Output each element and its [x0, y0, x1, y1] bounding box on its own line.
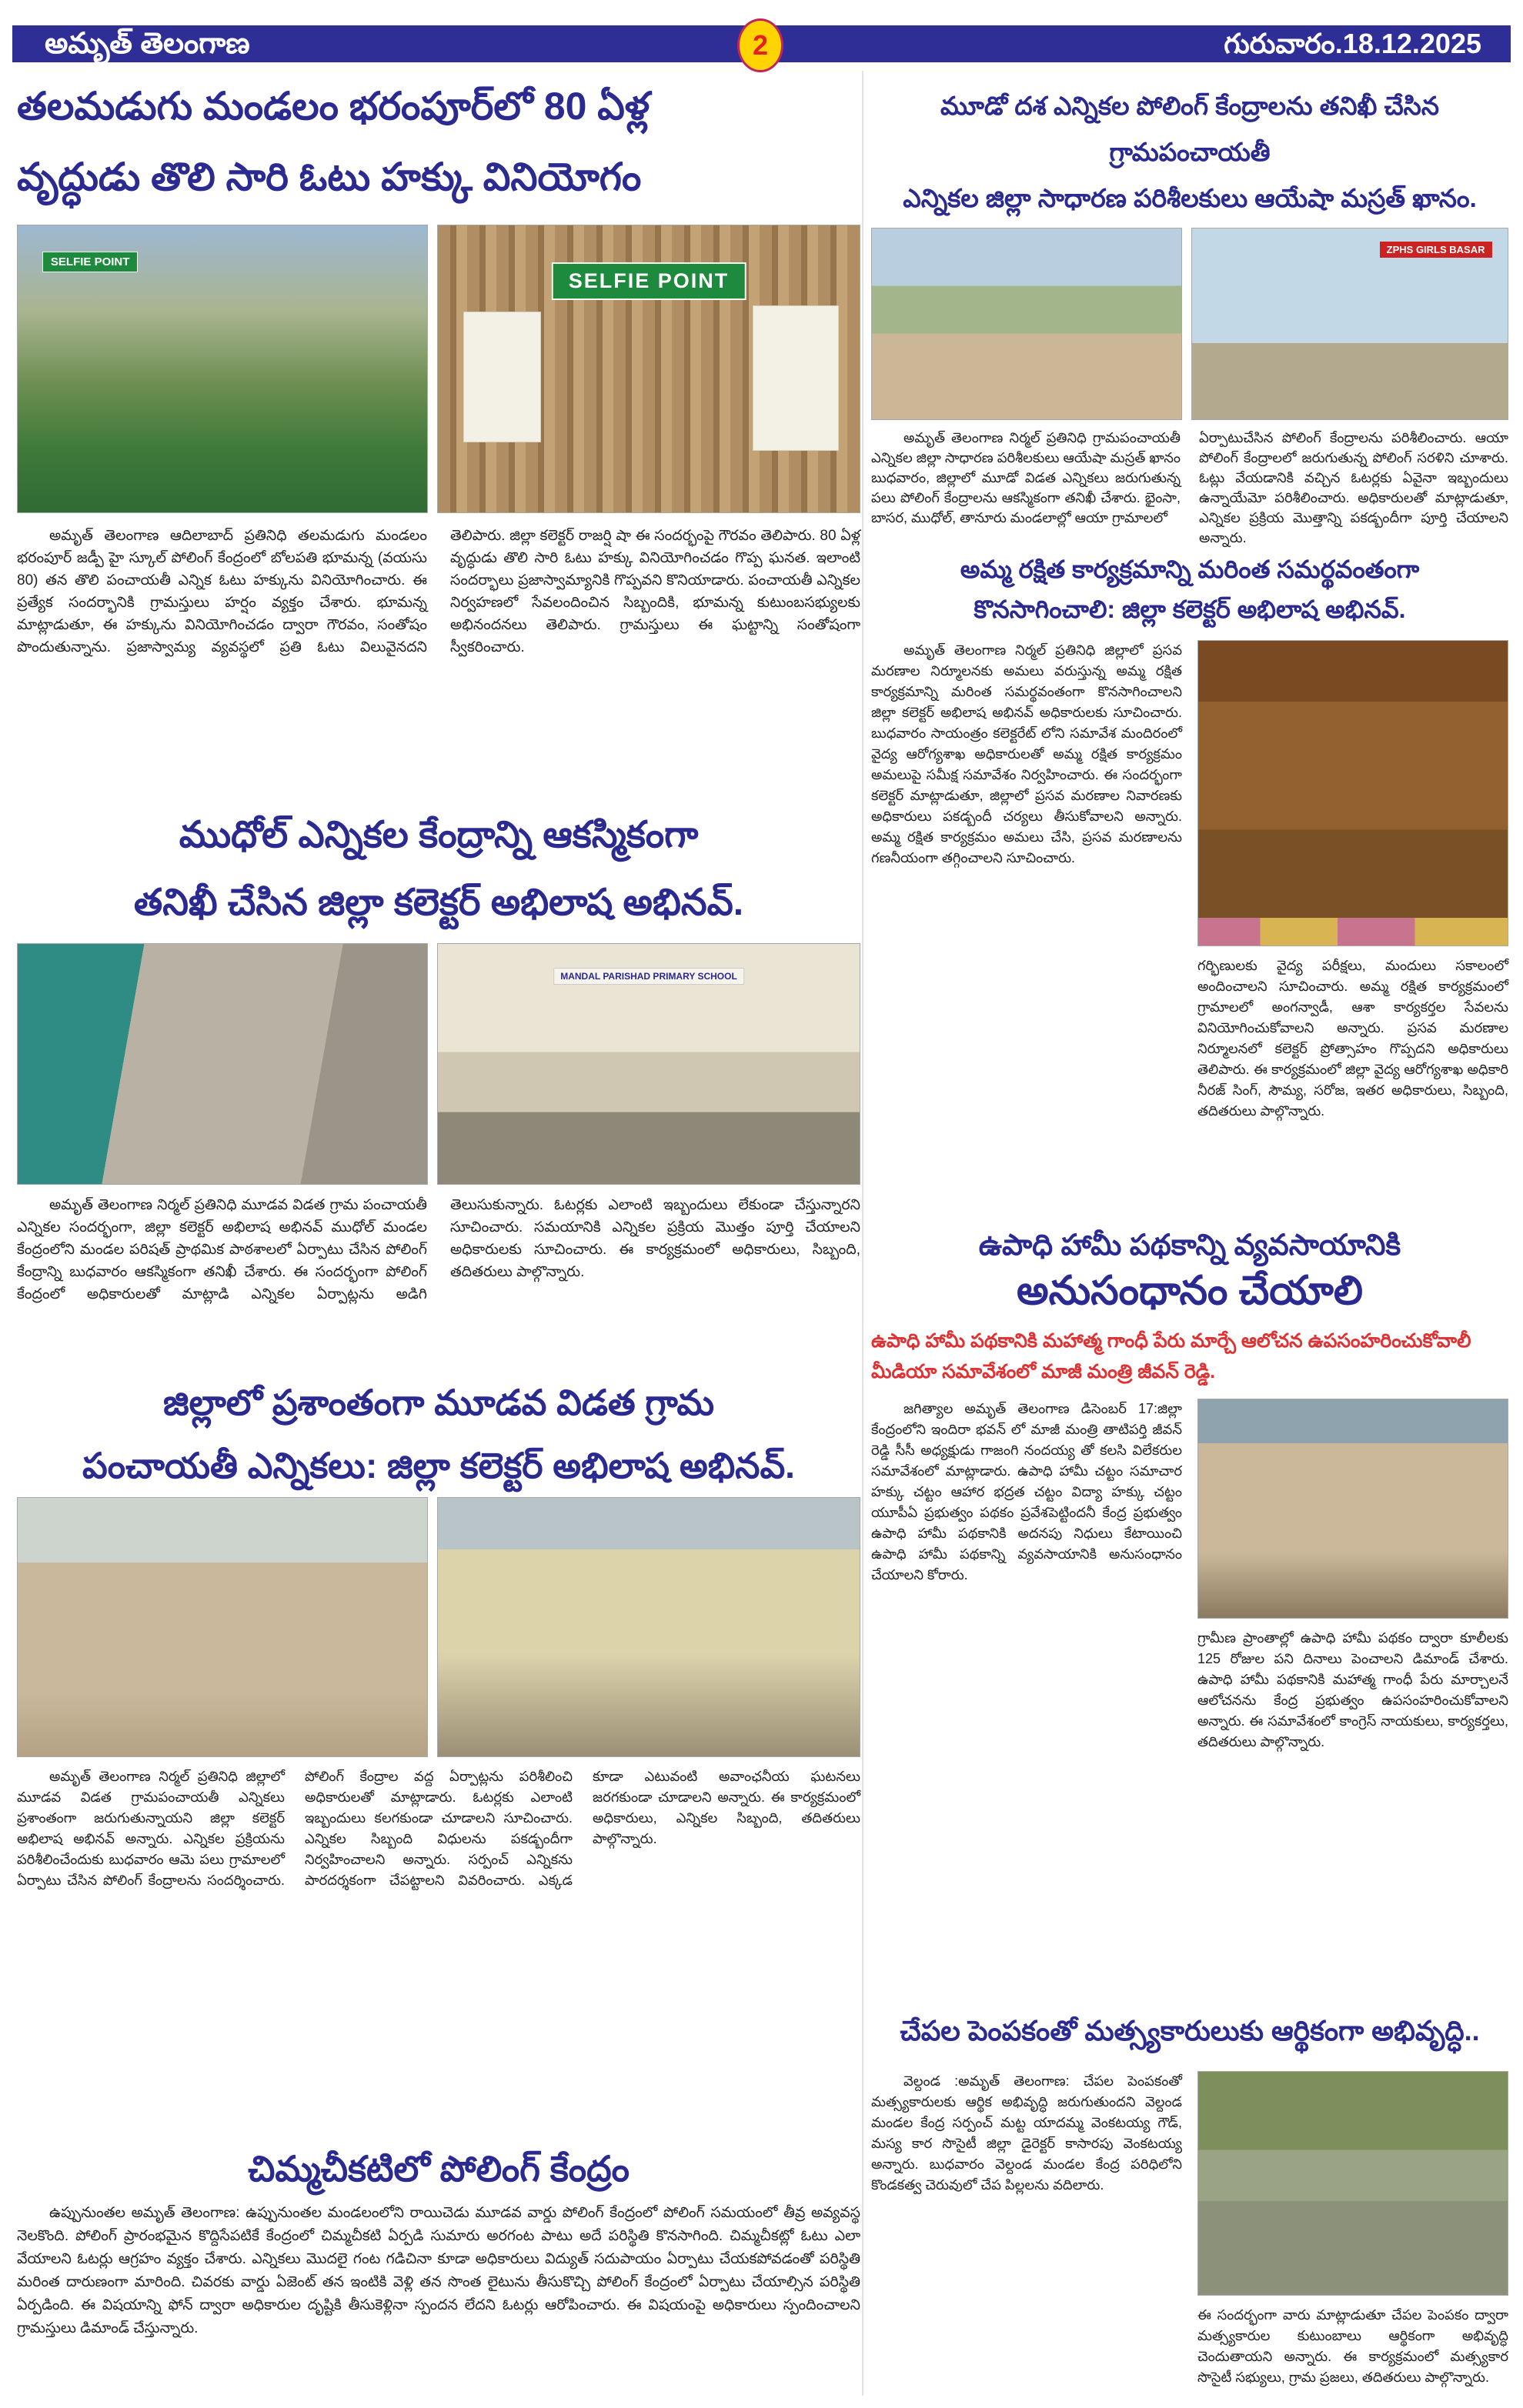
article5-headline-line2: ఎన్నికల జిల్లా సాధారణ పరిశీలకులు ఆయేషా మస్రత్ ఖానం.: [903, 184, 1477, 212]
article7-subhead-line1: ఉపాధి హామీ పథకానికి మహాత్మ గాంధీ పేరు మార్చే ఆలోచన ఉపసంహరించుకోవాలీ: [871, 1330, 1471, 1352]
selfie-point-banner: SELFIE POINT: [42, 252, 139, 272]
article7-headline-line1: ఉపాధి హామీ పథకాన్ని వ్యవసాయానికి: [978, 1229, 1401, 1262]
photo-collector-village-visit: [17, 1497, 428, 1757]
column-divider: [862, 71, 863, 2396]
article1-headline-line2: వృద్ధుడు తొలి సారి ఓటు హక్కు వినియోగం: [17, 155, 642, 198]
article5-body-col2: ఏర్పాటుచేసిన పోలింగ్ కేంద్రాలను పరిశీలించారు. ఆయా పోలింగ్ కేంద్రాలలో జరుగుతున్న పోలింగ్ సరళిని చూశారు. ఓట్లు వేయడానికి వచ్చిన ఓటర్లకు ఏవైనా ఇబ్బందులు ఉన్నాయేమో పరిశీలించారు. అధికారులతో మాట్లాడుతూ, ఎన్నికల ప్రక్రియ మొత్తాన్ని పకడ్బందీగా పూర్తి చేయాలని అన్నారు.: [1199, 430, 1508, 545]
selfie-point-banner-large: SELFIE POINT: [552, 262, 746, 300]
photo-collector-inspection-walk: [17, 943, 428, 1185]
article3-headline: [17, 1371, 860, 1494]
masthead-bar: [12, 25, 1511, 62]
article3-body: అమృత్ తెలంగాణ నిర్మల్ ప్రతినిధి జిల్లాలో మూడవ విడత గ్రామపంచాయతీ ఎన్నికలు ప్రశాంతంగా జరుగుతున్నాయని జిల్లా కలెక్టర్ అభిలాష అభినవ్ అన్నారు. ఎన్నికల ప్రక్రియను పరిశీలించేందుకు బుధవారం ఆమె పలు గ్రామాలలో ఏర్పాటు చేసిన పోలింగ్ కేంద్రాలను సందర్శించారు. పోలింగ్ కేంద్రాల వద్ద ఏర్పాట్లను పరిశీలించి అధికారులతో మాట్లాడారు. ఓటర్లకు ఎలాంటి ఇబ్బందులు కలగకుండా చూడాలని సూచించారు. ఎన్నికల సిబ్బంది విధులను పకడ్బందీగా నిర్వహించాలని అన్నారు. సర్పంచ్ ఎన్నికను పారదర్శకంగా చేపట్టాలని వివరించారు. ఎక్కడ కూడా ఎటువంటి అవాంఛనీయ ఘటనలు జరగకుండా చూడాలని అన్నారు. ఈ కార్యక్రమంలో అధికారులు, ఎన్నికల సిబ్బంది, తదితరులు పాల్గొన్నారు.: [17, 1769, 860, 1888]
edition-date: గురువారం.18.12.2025: [1224, 28, 1481, 59]
article2-headline-line2: తనిఖీ చేసిన జిల్లా కలెక్టర్ అభిలాష అభినవ్.: [133, 882, 744, 923]
photo-selfie-point-frame: [437, 225, 860, 513]
article6-headline-line1: అమ్మ రక్షిత కార్యక్రమాన్ని మరింత సమర్థవంతంగా: [960, 555, 1420, 583]
zphs-sign: ZPHS GIRLS BASAR: [1380, 242, 1492, 258]
photo-polling-station-building: [437, 1497, 860, 1757]
article8-body-col1: వెల్దండ :అమృత్ తెలంగాణ: చేపల పెంపకంతో మత్స్యకారులకు ఆర్థిక అభివృద్ధి జరుగుతుందని వెల్దండ మండల కేంద్ర సర్పంచ్ మట్ట యాదమ్మ వెంకటయ్య గౌడ్, మస్య కార సొసైటీ జిల్లా డైరెక్టర్ కాసారపు వెంకటయ్య అన్నారు. బుధవారం వెల్దండ మండల కేంద్ర పరిధిలోని కొండకత్వ చెరువులో చేప పిల్లలను వదిలారు.: [871, 2073, 1182, 2193]
photo-press-meet: [1197, 1399, 1508, 1619]
election-poster-right: [753, 305, 839, 451]
photo-fishermen-pond: [1197, 2071, 1508, 2296]
article3-headline-line1: జిల్లాలో ప్రశాంతంగా మూడవ విడత గ్రామ: [162, 1382, 715, 1422]
article4-body: ఉప్పునుంతల అమృత్ తెలంగాణ: ఉప్పునుంతల మండలంలోని రాయిచెడు మూడవ వార్డు పోలింగ్ కేంద్రంలో పోలింగ్ సమయంలో తీవ్ర అవ్యవస్థ నెలకొంది. పోలింగ్ ప్రారంభమైన కొద్దిసేపటికే కేంద్రంలో చిమ్మచీకటి ఏర్పడి సుమారు అరగంట పాటు అదే పరిస్థితి కొనసాగింది. చిమ్మచీకట్లో ఓటు ఎలా వేయాలని ఓటర్లు ఆగ్రహం వ్యక్తం చేశారు. ఎన్నికలు మొదలై గంట గడిచినా కూడా అధికారులు విద్యుత్ సదుపాయం ఏర్పాటు చేయకపోవడంతో పరిస్థితి మరింత దారుణంగా మారింది. చివరకు వార్డు ఏజెంట్ తన ఇంటికి వెళ్లి తన సొంత లైటును తీసుకొచ్చి పోలింగ్ కేంద్రంలో ఏర్పాటు చేయాల్సిన పరిస్థితి ఏర్పడింది. ఈ విషయాన్ని ఫోన్ ద్వారా అధికారుల దృష్టికి తీసుకెళ్లినా స్పందన లేదని ఓటర్లు ఆరోపించారు. ఈ విషయంపై అధికారులు స్పందించాలని గ్రామస్తులు డిమాండ్ చేస్తున్నారు.: [17, 2205, 860, 2336]
photo-observer-inspection: [871, 228, 1182, 420]
page-number-badge: [737, 18, 783, 72]
article8-body-col2: ఈ సందర్భంగా వారు మాట్లాడుతూ చేపల పెంపకం ద్వారా మత్స్యకారుల కుటుంబాలు ఆర్థికంగా అభివృద్ధి చెందుతాయని అన్నారు. ఈ కార్యక్రమంలో మత్స్యకార సొసైటీ సభ్యులు, గ్రామ ప్రజలు, తదితరులు పాల్గొన్నారు.: [1197, 2307, 1508, 2385]
article7-subhead-line2: మీడియా సమావేశంలో మాజీ మంత్రి జీవన్ రెడ్డి.: [871, 1361, 1216, 1382]
article2-body: అమృత్ తెలంగాణ నిర్మల్ ప్రతినిధి మూడవ విడత గ్రామ పంచాయతీ ఎన్నికల సందర్భంగా, జిల్లా కలెక్టర్ అభిలాష అభినవ్ ముధోల్ మండల కేంద్రంలోని మండల పరిషత్ ప్రాథమిక పాఠశాలలో ఏర్పాటు చేసిన పోలింగ్ కేంద్రాన్ని బుధవారం ఆకస్మికంగా తనిఖీ చేశారు. ఈ సందర్భంగా పోలింగ్ కేంద్రంలో అధికారులతో మాట్లాడి ఎన్నికల ఏర్పాట్లను అడిగి తెలుసుకున్నారు. ఓటర్లకు ఎలాంటి ఇబ్బందులు లేకుండా చేస్తున్నారని సూచించారు. సమయానికి ఎన్నికల ప్రక్రియ మొత్తం పూర్తి చేయాలని అధికారులకు సూచించారు. ఈ కార్యక్రమంలో అధికారులు, సిబ్బంది, తదితరులు పాల్గొన్నారు.: [17, 1197, 860, 1302]
article1-headline: [17, 71, 860, 217]
school-name-sign: MANDAL PARISHAD PRIMARY SCHOOL: [553, 968, 744, 985]
flower-garland: [1198, 918, 1508, 946]
page-number: 2: [752, 29, 769, 61]
article6-headline-line2: కొనసాగించాలి: జిల్లా కలెక్టర్ అభిలాష అభినవ్.: [974, 595, 1406, 623]
article7-body-col2: గ్రామీణ ప్రాంతాల్లో ఉపాధి హామీ పథకం ద్వారా కూలీలకు 125 రోజుల పని దినాలు పెంచాలని డిమాండ్ చేశారు. ఉపాధి హామీ పథకానికి మహాత్మ గాంధీ పేరు మార్చాలనే ఆలోచనను కేంద్ర ప్రభుత్వం ఉపసంహరించుకోవాలని అన్నారు. ఈ సమావేశంలో కాంగ్రెస్ నాయకులు, కార్యకర్తలు, తదితరులు పాల్గొన్నారు.: [1197, 1630, 1508, 1749]
election-poster-left: [463, 312, 541, 442]
article4-headline: చిమ్మచీకటిలో పోలింగ్ కేంద్రం: [248, 2149, 630, 2189]
photo-collector-review-meeting: [1197, 640, 1508, 946]
photo-selfie-point-gate: [17, 225, 428, 513]
photo-school-polling-queue: [437, 943, 860, 1185]
article2-headline: [17, 802, 860, 940]
article1-body: అమృత్ తెలంగాణ ఆదిలాబాద్ ప్రతినిధి తలమడుగు మండలం భరంపూర్ జడ్పీ హై స్కూల్ పోలింగ్ కేంద్రంలో బోలపతి భూమన్న (వయసు 80) తన తొలి పంచాయతీ ఎన్నిక ఓటు హక్కును వినియోగించారు. ఈ ప్రత్యేక సందర్భానికి గ్రామస్తులు హర్షం వ్యక్తం చేశారు. భూమన్న మాట్లాడుతూ, ఈ హక్కును వినియోగించడం ద్వారా గౌరవం, సంతోషం పొందుతున్నాను. ప్రజాస్వామ్య వ్యవస్థలో ప్రతి ఓటు విలువైనదని తెలిపారు. జిల్లా కలెక్టర్ రాజర్షి షా ఈ సందర్భంపై గౌరవం తెలిపారు. 80 ఏళ్ల వృద్ధుడు తొలి సారి ఓటు హక్కు వినియోగించడం గొప్ప ఘనత. ఇలాంటి సందర్భాలు ప్రజాస్వామ్యానికి గొప్పవని కొనియాడారు. పంచాయతీ ఎన్నికల నిర్వహణలో సేవలందించిన సిబ్బందికి, భూమన్న కుటుంబసభ్యులకు అభినందనలు తెలిపారు. గ్రామస్తులు ఈ ఘట్టాన్ని సంతోషంగా స్వీకరించారు.: [17, 528, 860, 655]
newspaper-title: అమృత్ తెలంగాణ: [45, 28, 250, 60]
article7-headline-line2: అనుసంధానం చేయాలి: [1017, 1269, 1363, 1313]
article6-body-col2: గర్భిణులకు వైద్య పరీక్షలు, మందులు సకాలంలో అందించాలని సూచించారు. అమ్మ రక్షిత కార్యక్రమంలో గ్రామాలలో అంగన్వాడీ, ఆశా కార్యకర్తల సేవలను వినియోగించుకోవాలని అన్నారు. ప్రసవ మరణాల నిర్మూలనలో కలెక్టర్ ప్రోత్సాహం గొప్పదని అధికారులు తెలిపారు. ఈ కార్యక్రమంలో జిల్లా వైద్య ఆరోగ్యశాఖ అధికారి నీరజ్ సింగ్, సౌమ్య, సరోజ, ఇతర అధికారులు, సిబ్బంది, తదితరులు పాల్గొన్నారు.: [1197, 958, 1508, 1119]
article2-headline-line1: ముధోల్ ఎన్నికల కేంద్రాన్ని ఆకస్మికంగా: [179, 815, 699, 855]
article6-headline: [871, 549, 1508, 634]
article6-body-col1: అమృత్ తెలంగాణ నిర్మల్ ప్రతినిధి జిల్లాలో ప్రసవ మరణాల నిర్మూలనకు అమలు వరుస్తున్న అమ్మ రక్షిత కార్యక్రమాన్ని మరింత సమర్థవంతంగా కొనసాగించాలని జిల్లా కలెక్టర్ అభిలాష అభినవ్ అధికారులకు సూచించారు. బుధవారం సాయంత్రం కలెక్టరేట్ లోని సమావేశ మందిరంలో వైద్య ఆరోగ్యశాఖ అధికారులతో అమ్మ రక్షిత కార్యక్రమం అమలుపై సమీక్ష సమావేశం నిర్వహించారు. ఈ సందర్భంగా కలెక్టర్ మాట్లాడుతూ, జిల్లాలో ప్రసవ మరణాల నివారణకు అధికారులు పకడ్బందీ చర్యలు తీసుకోవాలని అన్నారు. అమ్మ రక్షిత కార్యక్రమం అమలు చేసి, ప్రసవ మరణాలను గణనీయంగా తగ్గించాలని సూచించారు.: [871, 642, 1182, 865]
article5-headline-line1: మూడో దశ ఎన్నికల పోలింగ్ కేంద్రాలను తనిఖీ చేసిన గ్రామపంచాయతీ: [940, 92, 1440, 166]
article1-headline-line1: తలమడుగు మండలం భరంపూర్‌లో 80 ఏళ్ల: [17, 85, 650, 128]
article5-body-col1: అమృత్ తెలంగాణ నిర్మల్ ప్రతినిధి గ్రామపంచాయతీ ఎన్నికల జిల్లా సాధారణ పరిశీలకులు ఆయేషా మస్రత్ ఖానం బుధవారం, జిల్లాలో మూడో విడత ఎన్నికలు జరుగుతున్న పలు పోలింగ్ కేంద్రాలను ఆకస్మికంగా తనిఖీ చేశారు. భైంసా, బాసర, ముధోల్, తానూరు మండలాల్లో ఆయా గ్రామాలలో: [871, 430, 1181, 525]
article5-headline: [871, 83, 1508, 212]
article7-body-col1: జగిత్యాల అమృత్ తెలంగాణ డిసెంబర్ 17:జిల్లా కేంద్రంలోని ఇందిరా భవన్ లో మాజీ మంత్రి తాటిపర్తి జీవన్ రెడ్డి సీసీ అధ్యక్షుడు గాజంగి నందయ్య తో కలసి విలేకరుల సమావేశంలో మాట్లాడారు. ఉపాధి హామీ చట్టం సమాచార హక్కు చట్టం ఆహార భద్రత చట్టం విద్యా హక్కు చట్టం యూపీఏ ప్రభుత్వం పథకం ప్రవేశపెట్టిందనీ కేంద్ర ప్రభుత్వం ఉపాధి హామీ పథకానికి అదనపు నిధులు కేటాయించి ఉపాధి హామీ పథకాన్ని వ్యవసాయానికి అనుసంధానం చేయాలని కోరారు.: [871, 1401, 1182, 1583]
article3-headline-line2: పంచాయతీ ఎన్నికలు: జిల్లా కలెక్టర్ అభిలాష అభినవ్.: [82, 1446, 795, 1486]
photo-zphs-girls-basar: [1191, 228, 1508, 420]
article8-headline: చేపల పెంపకంతో మత్స్యకారులుకు ఆర్థికంగా అభివృద్ధి..: [900, 2015, 1480, 2046]
